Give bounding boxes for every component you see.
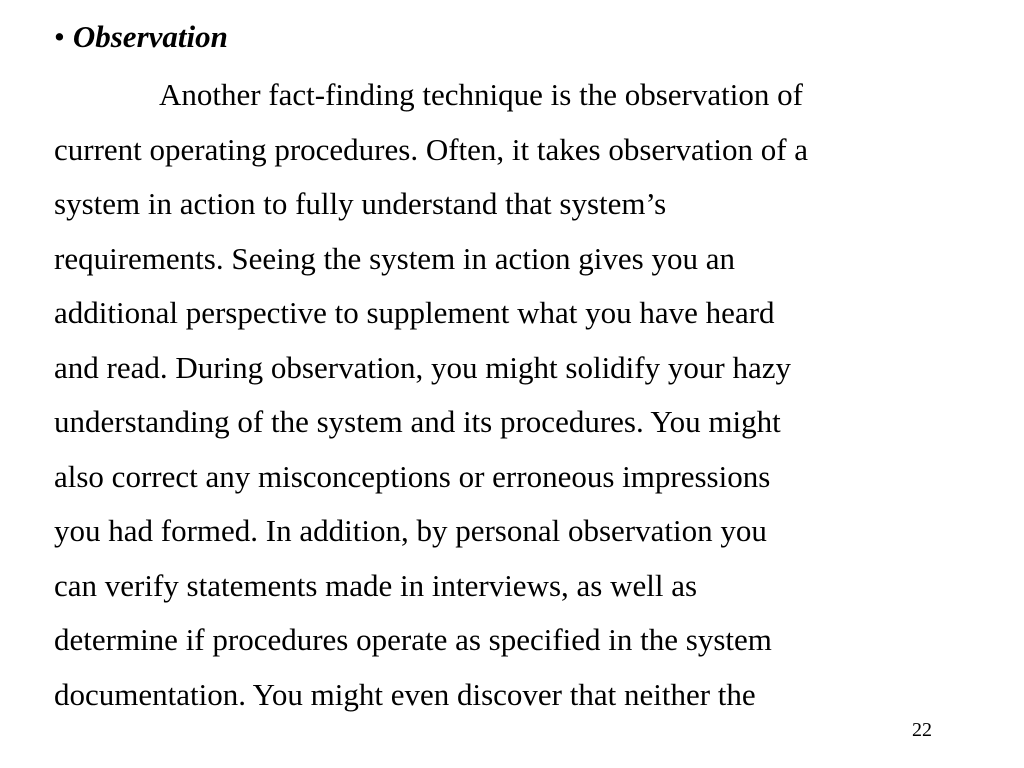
body-text (54, 72, 994, 726)
body-line: you had formed. In addition, by personal observation you (54, 513, 767, 548)
body-line: and read. During observation, you might solidify your hazy (54, 349, 791, 385)
body-line: current operating procedures. Often, it takes observation of a (54, 131, 809, 167)
body-line: can verify statements made in interviews, as well as (54, 567, 698, 603)
body-line: determine if procedures operate as specified in the system (54, 622, 772, 657)
page-number: 22 (912, 719, 932, 741)
bullet-icon: • (54, 19, 65, 54)
body-line: additional perspective to supplement what you have heard (54, 295, 775, 330)
body-line: documentation. You might even discover that neither the (54, 676, 756, 712)
body-line: understanding of the system and its procedures. You might (54, 404, 781, 439)
body-line: system in action to fully understand that system’s (54, 186, 667, 221)
slide-heading (54, 17, 228, 57)
body-line: Another fact-finding technique is the observation of (159, 77, 803, 112)
body-line: requirements. Seeing the system in action gives you an (54, 240, 735, 276)
body-line: also correct any misconceptions or erroneous impressions (54, 458, 771, 494)
heading-text: Observation (72, 19, 228, 54)
